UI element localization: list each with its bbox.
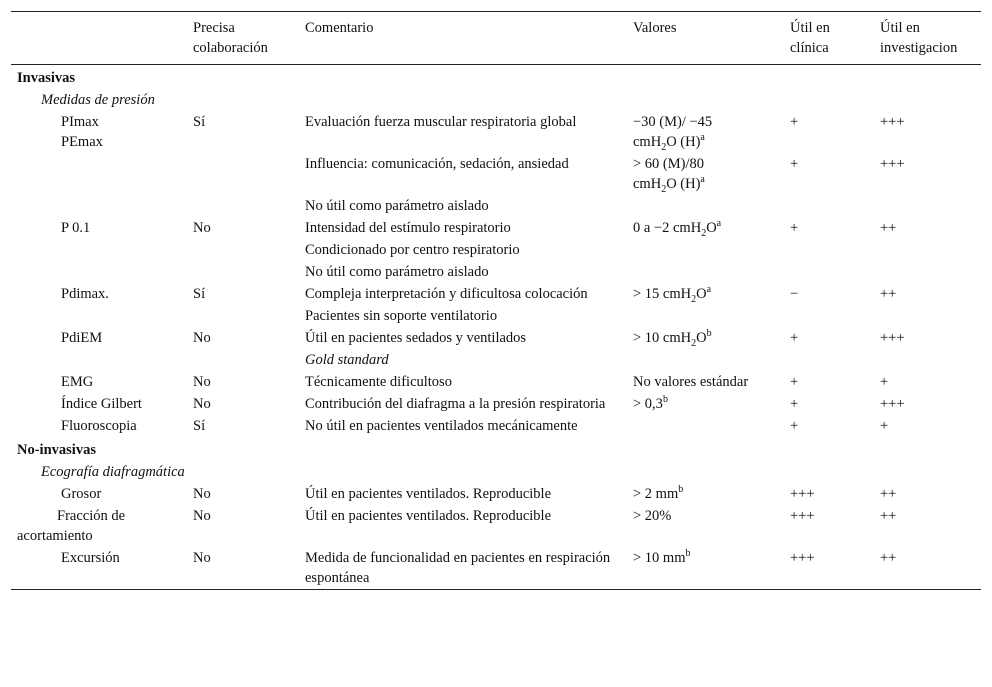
subsection-medidas-presion: Medidas de presión: [41, 92, 155, 108]
row-comentario: Útil en pacientes ventilados. Reproducible: [305, 508, 552, 524]
value-unit-rest: O (H): [666, 134, 701, 150]
header-valores: Valores: [633, 20, 677, 36]
table-row: [11, 547, 981, 590]
table-row: [11, 261, 981, 283]
value-text: > 10 mm: [633, 550, 686, 566]
row-name: Pdimax.: [61, 286, 109, 302]
table-row: [11, 327, 981, 349]
row-comentario: Condicionado por centro respiratorio: [305, 242, 520, 258]
row-valores: > 20%: [633, 508, 672, 524]
value-text: > 10 cmH: [633, 330, 692, 346]
row-comentario: No útil en pacientes ventilados mecánicamente: [305, 418, 578, 434]
row-comentario: Útil en pacientes ventilados. Reproducible: [305, 486, 552, 502]
value-unit: cmH: [633, 134, 662, 150]
value-footnote: b: [662, 394, 668, 406]
row-util-clinica: +: [790, 396, 799, 412]
row-name: Fluoroscopia: [61, 418, 137, 434]
section-row: [11, 437, 981, 461]
row-name: EMG: [61, 374, 94, 390]
row-util-clinica: +: [790, 374, 799, 390]
value-footnote: a: [700, 174, 705, 186]
value-unit: cmH: [633, 176, 662, 192]
section-no-invasivas: No-invasivas: [17, 442, 96, 458]
value-footnote: a: [706, 284, 712, 296]
value-unit-rest: O: [706, 220, 717, 236]
row-valores: [627, 153, 784, 195]
value-unit-rest: O: [696, 286, 707, 302]
header-util-investigacion: Útil en investigacion: [880, 20, 958, 56]
value-text: > 60 (M)/80: [633, 156, 705, 172]
header-comentario: Comentario: [305, 20, 374, 36]
value-unit-rest: O: [696, 330, 707, 346]
row-name: Fracción de acortamiento: [17, 508, 126, 544]
value-subscript: 2: [661, 141, 667, 153]
row-util-investigacion: ++: [880, 508, 897, 524]
value-text: −30 (M)/ −45: [633, 114, 713, 130]
comparison-table: [11, 11, 981, 590]
row-valores: [627, 547, 784, 590]
row-name: Índice Gilbert: [61, 396, 142, 412]
row-colaboracion: No: [193, 508, 211, 524]
row-util-investigacion: +++: [880, 330, 905, 346]
row-util-clinica: +: [790, 156, 799, 172]
subsection-row: [11, 461, 981, 483]
row-util-clinica: +++: [790, 550, 815, 566]
row-util-investigacion: ++: [880, 486, 897, 502]
row-name: [11, 111, 187, 153]
row-valores: [627, 327, 784, 349]
value-subscript: 2: [691, 337, 697, 349]
row-util-investigacion: +++: [880, 396, 905, 412]
row-colaboracion: No: [193, 486, 211, 502]
table-row: [11, 415, 981, 437]
row-colaboracion: No: [193, 396, 211, 412]
row-colaboracion: No: [193, 550, 211, 566]
header-precisa-colaboracion: Precisa colaboración: [193, 20, 268, 56]
row-util-investigacion: +: [880, 374, 889, 390]
table-row: [11, 283, 981, 305]
row-valores: [627, 111, 784, 153]
subsection-ecografia: Ecografía diafragmática: [41, 464, 185, 480]
section-row: [11, 65, 981, 90]
row-comentario: Compleja interpretación y dificultosa colocación: [305, 286, 588, 302]
row-colaboracion: No: [193, 374, 211, 390]
row-util-investigacion: ++: [880, 286, 897, 302]
row-name-pimax: PImax: [61, 114, 99, 130]
header-blank: [11, 12, 187, 65]
table-row: [11, 111, 981, 153]
value-subscript: 2: [691, 293, 697, 305]
value-text: > 15 cmH: [633, 286, 692, 302]
table-row: [11, 153, 981, 195]
value-subscript: 2: [701, 227, 707, 239]
row-comentario: Intensidad del estímulo respiratorio: [305, 220, 511, 236]
row-util-clinica: +++: [790, 486, 815, 502]
row-util-clinica: +: [790, 220, 799, 236]
row-colaboracion: Sí: [193, 418, 206, 434]
row-name-pemax: PEmax: [61, 134, 103, 150]
value-text: 0 a −2 cmH: [633, 220, 702, 236]
comparison-table-container: [11, 11, 981, 590]
value-footnote: a: [700, 132, 705, 144]
row-util-clinica: +: [790, 418, 799, 434]
value-text: > 0,3: [633, 396, 663, 412]
row-util-clinica: +: [790, 114, 799, 130]
row-colaboracion: Sí: [193, 286, 206, 302]
row-comentario: Evaluación fuerza muscular respiratoria global: [305, 114, 577, 130]
row-colaboracion: No: [193, 220, 211, 236]
row-valores: [627, 393, 784, 415]
row-valores: [627, 217, 784, 239]
table-row: [11, 195, 981, 217]
row-name: Grosor: [61, 486, 102, 502]
subsection-row: [11, 89, 981, 111]
table-row: [11, 371, 981, 393]
row-colaboracion: No: [193, 330, 211, 346]
table-header-row: [11, 12, 981, 65]
value-unit-rest: O (H): [666, 176, 701, 192]
row-util-investigacion: +++: [880, 114, 905, 130]
row-valores: [627, 483, 784, 505]
row-comentario: Influencia: comunicación, sedación, ansiedad: [305, 156, 569, 172]
value-footnote: b: [685, 548, 691, 560]
row-util-clinica: −: [790, 286, 799, 302]
table-row: [11, 239, 981, 261]
value-text: > 2 mm: [633, 486, 679, 502]
value-subscript: 2: [661, 183, 667, 195]
row-util-investigacion: +++: [880, 156, 905, 172]
row-util-clinica: +++: [790, 508, 815, 524]
row-util-clinica: +: [790, 330, 799, 346]
row-valores: [627, 283, 784, 305]
row-comentario: Técnicamente dificultoso: [305, 374, 452, 390]
table-row: [11, 349, 981, 371]
row-comentario: Medida de funcionalidad en pacientes en respiración espontánea: [305, 550, 611, 586]
row-comentario: Útil en pacientes sedados y ventilados: [305, 330, 527, 346]
row-colaboracion: Sí: [193, 114, 206, 130]
table-row: [11, 505, 981, 547]
row-comentario: Gold standard: [305, 352, 389, 368]
header-util-clinica: Útil en clínica: [790, 20, 830, 56]
table-row: [11, 217, 981, 239]
row-name: P 0.1: [61, 220, 91, 236]
value-footnote: b: [678, 484, 684, 496]
row-comentario: No útil como parámetro aislado: [305, 264, 489, 280]
table-row: [11, 305, 981, 327]
row-name: Excursión: [61, 550, 120, 566]
value-footnote: a: [716, 218, 722, 230]
row-comentario: Pacientes sin soporte ventilatorio: [305, 308, 498, 324]
table-row: [11, 483, 981, 505]
row-comentario: Contribución del diafragma a la presión respiratoria: [305, 396, 606, 412]
row-comentario: No útil como parámetro aislado: [305, 198, 489, 214]
row-valores: No valores estándar: [633, 374, 749, 390]
row-util-investigacion: ++: [880, 550, 897, 566]
row-util-investigacion: +: [880, 418, 889, 434]
table-row: [11, 393, 981, 415]
section-invasivas: Invasivas: [17, 70, 76, 86]
row-name: PdiEM: [61, 330, 103, 346]
row-util-investigacion: ++: [880, 220, 897, 236]
value-footnote: b: [706, 328, 712, 340]
